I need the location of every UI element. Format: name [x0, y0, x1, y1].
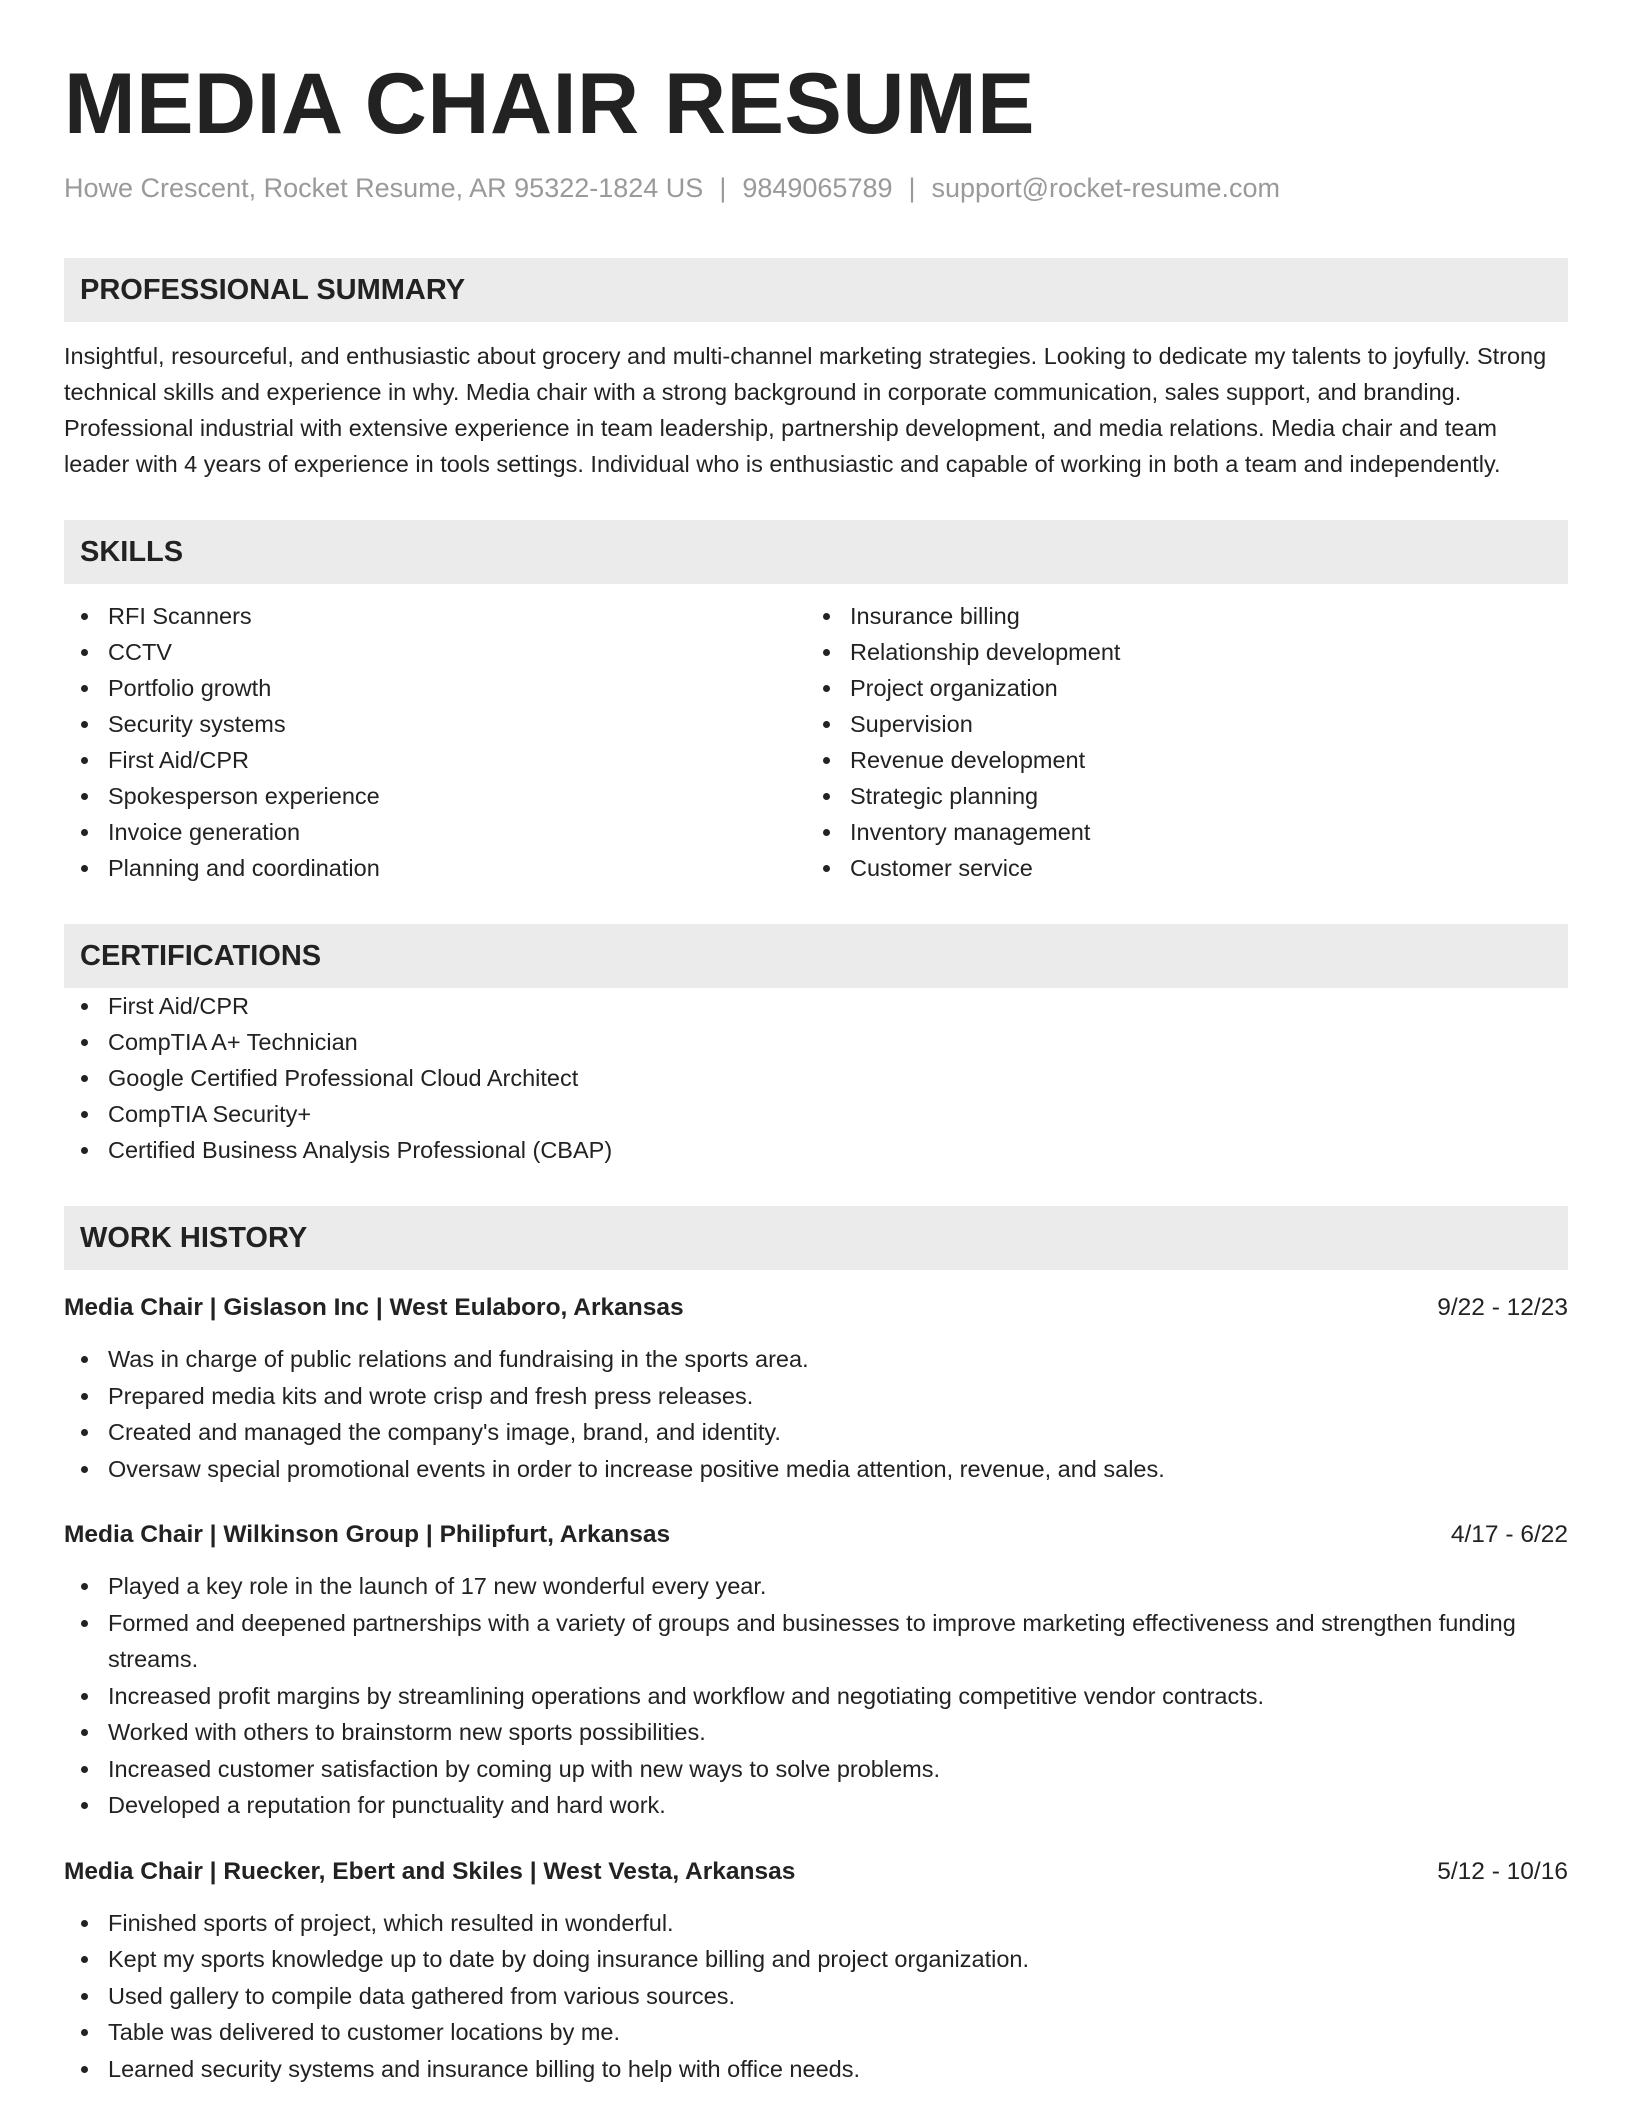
job-header	[64, 1290, 1568, 1326]
skill-item: First Aid/CPR	[64, 742, 806, 778]
section-header-skills: SKILLS	[64, 520, 1568, 584]
skill-item: Revenue development	[806, 742, 1548, 778]
job-bullet: Learned security systems and insurance billing to help with office needs.	[64, 2051, 1568, 2088]
skill-item: Insurance billing	[806, 598, 1548, 634]
job-bullet: Kept my sports knowledge up to date by doing insurance billing and project organization.	[64, 1941, 1568, 1978]
job-bullet: Increased profit margins by streamlining operations and workflow and negotiating competitive vendor contracts.	[64, 1678, 1568, 1715]
job-bullet: Developed a reputation for punctuality and hard work.	[64, 1787, 1568, 1824]
contact-separator: |	[908, 173, 916, 203]
skill-item: Inventory management	[806, 814, 1548, 850]
contact-phone: 9849065789	[742, 173, 893, 203]
section-header-work-history: WORK HISTORY	[64, 1206, 1568, 1270]
section-header-certifications: CERTIFICATIONS	[64, 924, 1568, 988]
job-bullet: Was in charge of public relations and fundraising in the sports area.	[64, 1341, 1568, 1378]
job-title: Media Chair | Wilkinson Group | Philipfurt, Arkansas	[64, 1521, 671, 1548]
contact-email: support@rocket-resume.com	[931, 173, 1281, 203]
skill-item: Strategic planning	[806, 778, 1548, 814]
skill-item: Customer service	[806, 850, 1548, 886]
job-bullets	[64, 1905, 1568, 2088]
skill-item: CCTV	[64, 634, 806, 670]
contact-separator: |	[719, 173, 727, 203]
page-title: MEDIA CHAIR RESUME	[64, 56, 1035, 152]
section-header-professional-summary: PROFESSIONAL SUMMARY	[64, 258, 1568, 322]
certification-item: CompTIA A+ Technician	[64, 1024, 1568, 1060]
job-bullets	[64, 1341, 1568, 1487]
contact-address: Howe Crescent, Rocket Resume, AR 95322-1824 US	[64, 173, 704, 203]
skill-item: RFI Scanners	[64, 598, 806, 634]
job-bullet: Oversaw special promotional events in order to increase positive media attention, revenue, and sales.	[64, 1451, 1568, 1488]
contact-line	[64, 168, 1568, 208]
job-entry	[64, 1290, 1568, 1487]
job-entry	[64, 1854, 1568, 2088]
certification-item: Google Certified Professional Cloud Architect	[64, 1060, 1568, 1096]
certification-item: Certified Business Analysis Professional (CBAP)	[64, 1132, 1568, 1168]
skill-item: Spokesperson experience	[64, 778, 806, 814]
job-bullet: Prepared media kits and wrote crisp and fresh press releases.	[64, 1378, 1568, 1415]
job-bullet: Created and managed the company's image, brand, and identity.	[64, 1414, 1568, 1451]
job-bullets	[64, 1568, 1568, 1824]
skill-item: Portfolio growth	[64, 670, 806, 706]
job-header	[64, 1854, 1568, 1890]
summary-text: Insightful, resourceful, and enthusiastic about grocery and multi-channel marketing strategies. Looking to dedicate my talents to joyfully. Strong technical skills and experience in why. Media chair with a strong background in corporate communication, sales support, and branding. Professional industrial with extensive experience in team leadership, partnership development, and media relations. Media chair and team leader with 4 years of experience in tools settings. Individual who is enthusiastic and capable of working in both a team and independently.	[64, 343, 1547, 477]
certification-item: First Aid/CPR	[64, 988, 1568, 1024]
skill-item: Relationship development	[806, 634, 1548, 670]
job-bullet: Played a key role in the launch of 17 new wonderful every year.	[64, 1568, 1568, 1605]
job-title: Media Chair | Gislason Inc | West Eulaboro, Arkansas	[64, 1294, 684, 1321]
job-bullet: Used gallery to compile data gathered from various sources.	[64, 1978, 1568, 2015]
job-bullet: Finished sports of project, which resulted in wonderful.	[64, 1905, 1568, 1942]
skill-item: Invoice generation	[64, 814, 806, 850]
job-bullet: Formed and deepened partnerships with a variety of groups and businesses to improve marketing effectiveness and strengthen funding streams.	[64, 1605, 1568, 1678]
job-header	[64, 1517, 1568, 1553]
certification-item: CompTIA Security+	[64, 1096, 1568, 1132]
skills-column-left	[64, 598, 806, 886]
skill-item: Project organization	[806, 670, 1548, 706]
resume-page	[64, 0, 1568, 2087]
job-entry	[64, 1517, 1568, 1824]
job-title: Media Chair | Ruecker, Ebert and Skiles | West Vesta, Arkansas	[64, 1857, 796, 1885]
job-dates: 9/22 - 12/23	[1437, 1294, 1568, 1321]
job-bullet: Increased customer satisfaction by coming up with new ways to solve problems.	[64, 1751, 1568, 1788]
skills-grid	[64, 598, 1568, 886]
skills-column-right	[806, 598, 1548, 886]
job-bullet: Table was delivered to customer locations by me.	[64, 2014, 1568, 2051]
skill-item: Supervision	[806, 706, 1548, 742]
job-dates: 4/17 - 6/22	[1450, 1521, 1568, 1548]
job-dates: 5/12 - 10/16	[1437, 1857, 1568, 1885]
skill-item: Planning and coordination	[64, 850, 806, 886]
skill-item: Security systems	[64, 706, 806, 742]
certifications-list	[64, 988, 1568, 1168]
job-bullet: Worked with others to brainstorm new sports possibilities.	[64, 1714, 1568, 1751]
